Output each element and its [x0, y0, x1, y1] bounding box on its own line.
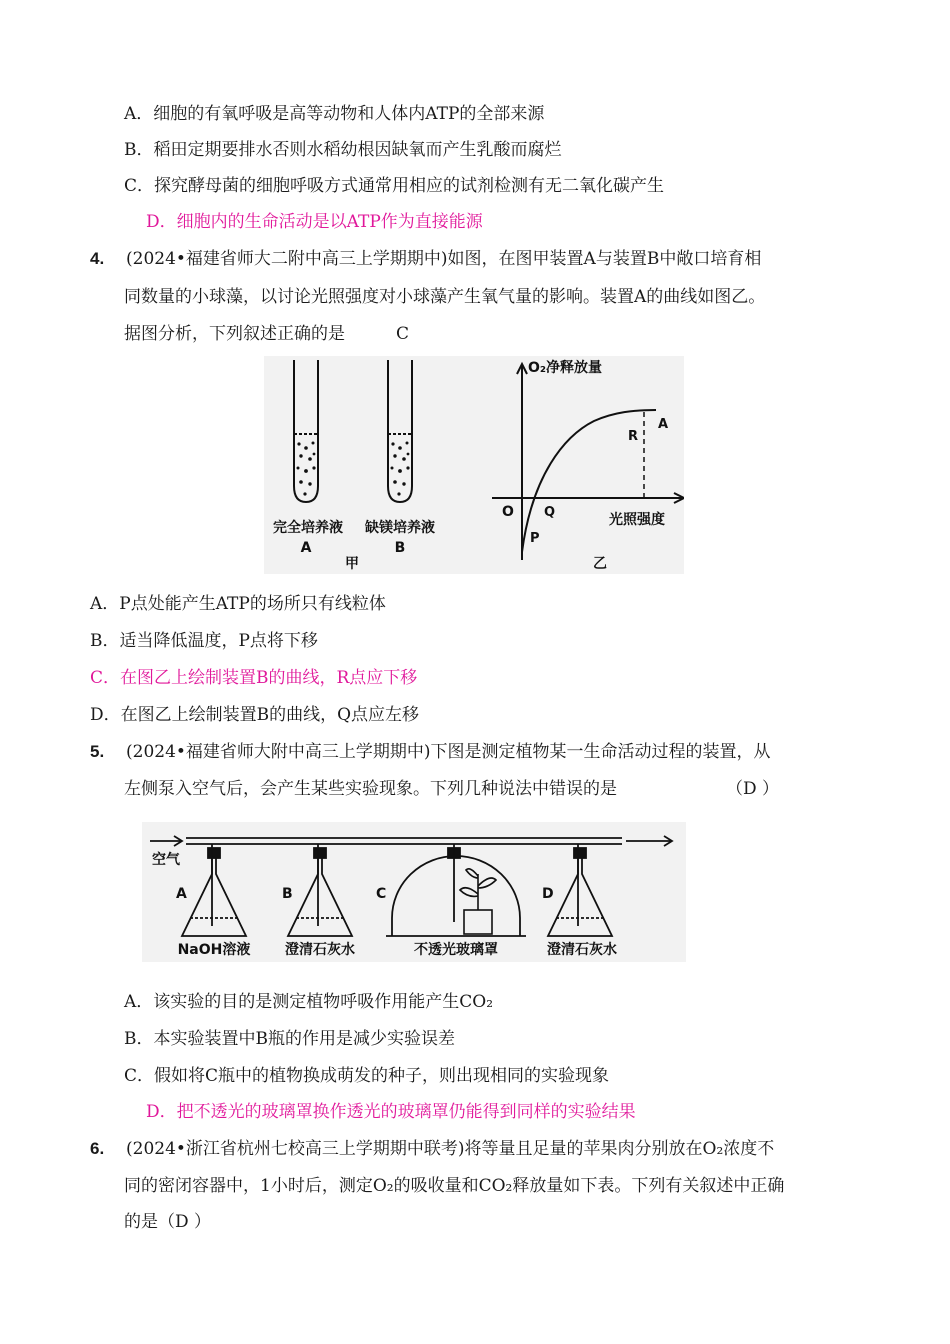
q6-stem-line-1: (2024•浙江省杭州七校高三上学期期中联考)将等量且足量的苹果肉分别放在O₂浓度不 [126, 1139, 775, 1159]
q5-option-d: D．把不透光的玻璃罩换作透光的玻璃罩仍能得到同样的实验结果 [146, 1102, 636, 1122]
q5-option-a: A．该实验的目的是测定植物呼吸作用能产生CO₂ [124, 992, 494, 1012]
tube-a-letter: A [300, 540, 312, 556]
flask-a-label: NaOH溶液 [177, 942, 251, 958]
q5-stem-line-2: 左侧泵入空气后，会产生某些实验现象。下列几种说法中错误的是 [124, 779, 617, 799]
x-axis-label: 光照强度 [609, 512, 665, 528]
q5-figure [142, 822, 686, 962]
q3-option-d: D．细胞内的生命活动是以ATP作为直接能源 [146, 212, 483, 232]
point-p-label: P [530, 531, 540, 546]
flask-d-label: 澄清石灰水 [547, 942, 617, 958]
q5-stem-line-1: (2024•福建省师大附中高三上学期期中)下图是测定植物某一生命活动过程的装置，从 [126, 742, 771, 762]
flask-c-letter: C [376, 886, 387, 902]
caption-jia: 甲 [345, 556, 359, 572]
point-q-label: Q [544, 505, 556, 520]
q4-number: 4. [90, 249, 105, 268]
q4-option-b: B．适当降低温度，P点将下移 [90, 631, 318, 651]
q4-option-d: D．在图乙上绘制装置B的曲线，Q点应左移 [90, 705, 420, 725]
q5-option-b: B．本实验装置中B瓶的作用是减少实验误差 [124, 1029, 455, 1049]
q4-stem-line-2: 同数量的小球藻，以讨论光照强度对小球藻产生氧气量的影响。装置A的曲线如图乙。 [124, 287, 766, 307]
origin-label: O [502, 504, 514, 520]
q4-stem-line-3: 据图分析，下列叙述正确的是 [124, 324, 345, 344]
tube-b-label: 缺镁培养液 [365, 520, 435, 536]
flask-c-label: 不透光玻璃罩 [414, 942, 498, 958]
q6-number: 6. [90, 1139, 105, 1158]
q4-option-a: A．P点处能产生ATP的场所只有线粒体 [90, 594, 386, 614]
q4-stem-line-1: (2024•福建省师大二附中高三上学期期中)如图，在图甲装置A与装置B中敞口培育相 [126, 249, 762, 269]
q3-option-b: B．稻田定期要排水否则水稻幼根因缺氧而产生乳酸而腐烂 [124, 140, 562, 160]
q4-answer: C [396, 324, 410, 344]
point-a-label: A [658, 417, 669, 432]
q4-figure [264, 356, 684, 574]
q4-option-c: C．在图乙上绘制装置B的曲线，R点应下移 [90, 668, 418, 688]
point-r-label: R [628, 429, 639, 444]
q6-stem-line-3: 的是（D ） [124, 1212, 212, 1232]
tube-b-letter: B [394, 540, 406, 556]
air-label: 空气 [152, 852, 180, 868]
q6-stem-line-2: 同的密闭容器中，1小时后，测定O₂的吸收量和CO₂释放量如下表。下列有关叙述中正确 [124, 1176, 785, 1196]
flask-d-letter: D [542, 886, 554, 902]
flask-b-letter: B [282, 886, 293, 902]
q5-number: 5. [90, 742, 105, 761]
q5-answer: （D ） [726, 779, 780, 799]
flask-a-letter: A [176, 886, 187, 902]
q3-option-c: C．探究酵母菌的细胞呼吸方式通常用相应的试剂检测有无二氧化碳产生 [124, 176, 665, 196]
q5-option-c: C．假如将C瓶中的植物换成萌发的种子，则出现相同的实验现象 [124, 1066, 610, 1086]
caption-yi: 乙 [593, 556, 607, 572]
tube-a-label: 完全培养液 [273, 520, 343, 536]
flask-b-label: 澄清石灰水 [285, 942, 355, 958]
y-axis-label: O₂净释放量 [528, 360, 603, 376]
q3-option-a: A．细胞的有氧呼吸是高等动物和人体内ATP的全部来源 [124, 104, 545, 124]
